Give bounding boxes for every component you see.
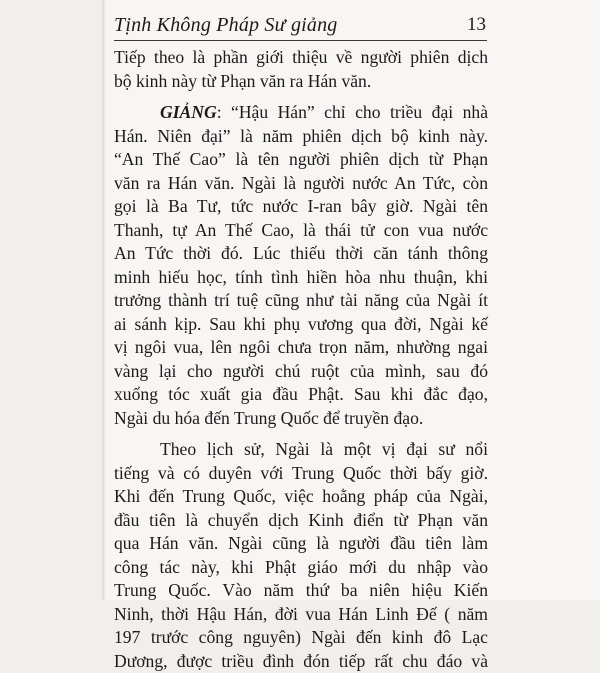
text-line: An Tức thời đó. Lúc thiếu thời căn tánh thông [114,242,488,266]
header-rule [114,40,487,41]
text-line: đầu tiên là chuyển dịch Kinh điển từ Phạn văn [114,509,488,533]
text-line: “An Thế Cao” là tên người phiên dịch từ Phạn [114,148,488,172]
text-line: bộ kinh này từ Phạn văn ra Hán văn. [114,70,488,94]
text-line: ai sánh kịp. Sau khi phụ vương qua đời, Ngài kế [114,313,488,337]
text-line: xuống tóc xuất gia đầu Phật. Sau khi đắc đạo, [114,383,488,407]
text-line: Theo lịch sử, Ngài là một vị đại sư nổi [114,438,488,462]
text-line: qua Hán văn. Ngài cũng là người đầu tiên làm [114,532,488,556]
running-header-title: Tịnh Không Pháp Sư giảng [114,14,338,37]
text-line: Ninh, thời Hậu Hán, đời vua Hán Linh Đế ( năm [114,603,488,627]
lead-line-rest: : “Hậu Hán” chỉ cho triều đại nhà [217,102,488,122]
text-line: Trung Quốc. Vào năm thứ ba niên hiệu Kiến [114,579,488,603]
text-line: gọi là Ba Tư, tức nước I-ran bây giờ. Ngài tên [114,195,488,219]
text-line: trưởng thành trí tuệ cũng như tài năng của Ngài ít [114,289,488,313]
lead-word: GIẢNG [160,102,217,122]
text-line: tiếng và có duyên với Trung Quốc thời bấy giờ. [114,462,488,486]
paragraph-gap [114,93,488,101]
text-line: Dương, được triều đình đón tiếp rất chu đáo và [114,650,488,673]
body-text [114,46,488,673]
text-line: minh hiếu học, tính tình hiền hòa nhu thuận, khi [114,266,488,290]
text-line: Tiếp theo là phần giới thiệu về người phiên dịch [114,46,488,70]
text-line [114,101,488,125]
text-line: Khi đến Trung Quốc, việc hoằng pháp của Ngài, [114,485,488,509]
text-line: Thanh, tự An Thế Cao, là thái tử con vua nước [114,219,488,243]
text-line: vàng lại cho người chú ruột của mình, sau đó [114,360,488,384]
text-line: công tác này, khi Phật giáo mới du nhập vào [114,556,488,580]
page-binding-shadow [102,0,106,600]
text-line: Ngài du hóa đến Trung Quốc để truyền đạo. [114,407,488,431]
text-line: Hán. Niên đại” là năm phiên dịch bộ kinh này. [114,125,488,149]
paragraph-gap [114,430,488,438]
text-line: vị ngôi vua, lên ngôi chưa trọn năm, nhường ngai [114,336,488,360]
text-line: 197 trước công nguyên) Ngài đến kinh đô Lạc [114,626,488,650]
text-line: văn ra Hán văn. Ngài là người nước An Tức, còn [114,172,488,196]
page-number: 13 [467,14,486,36]
running-header [114,14,486,38]
